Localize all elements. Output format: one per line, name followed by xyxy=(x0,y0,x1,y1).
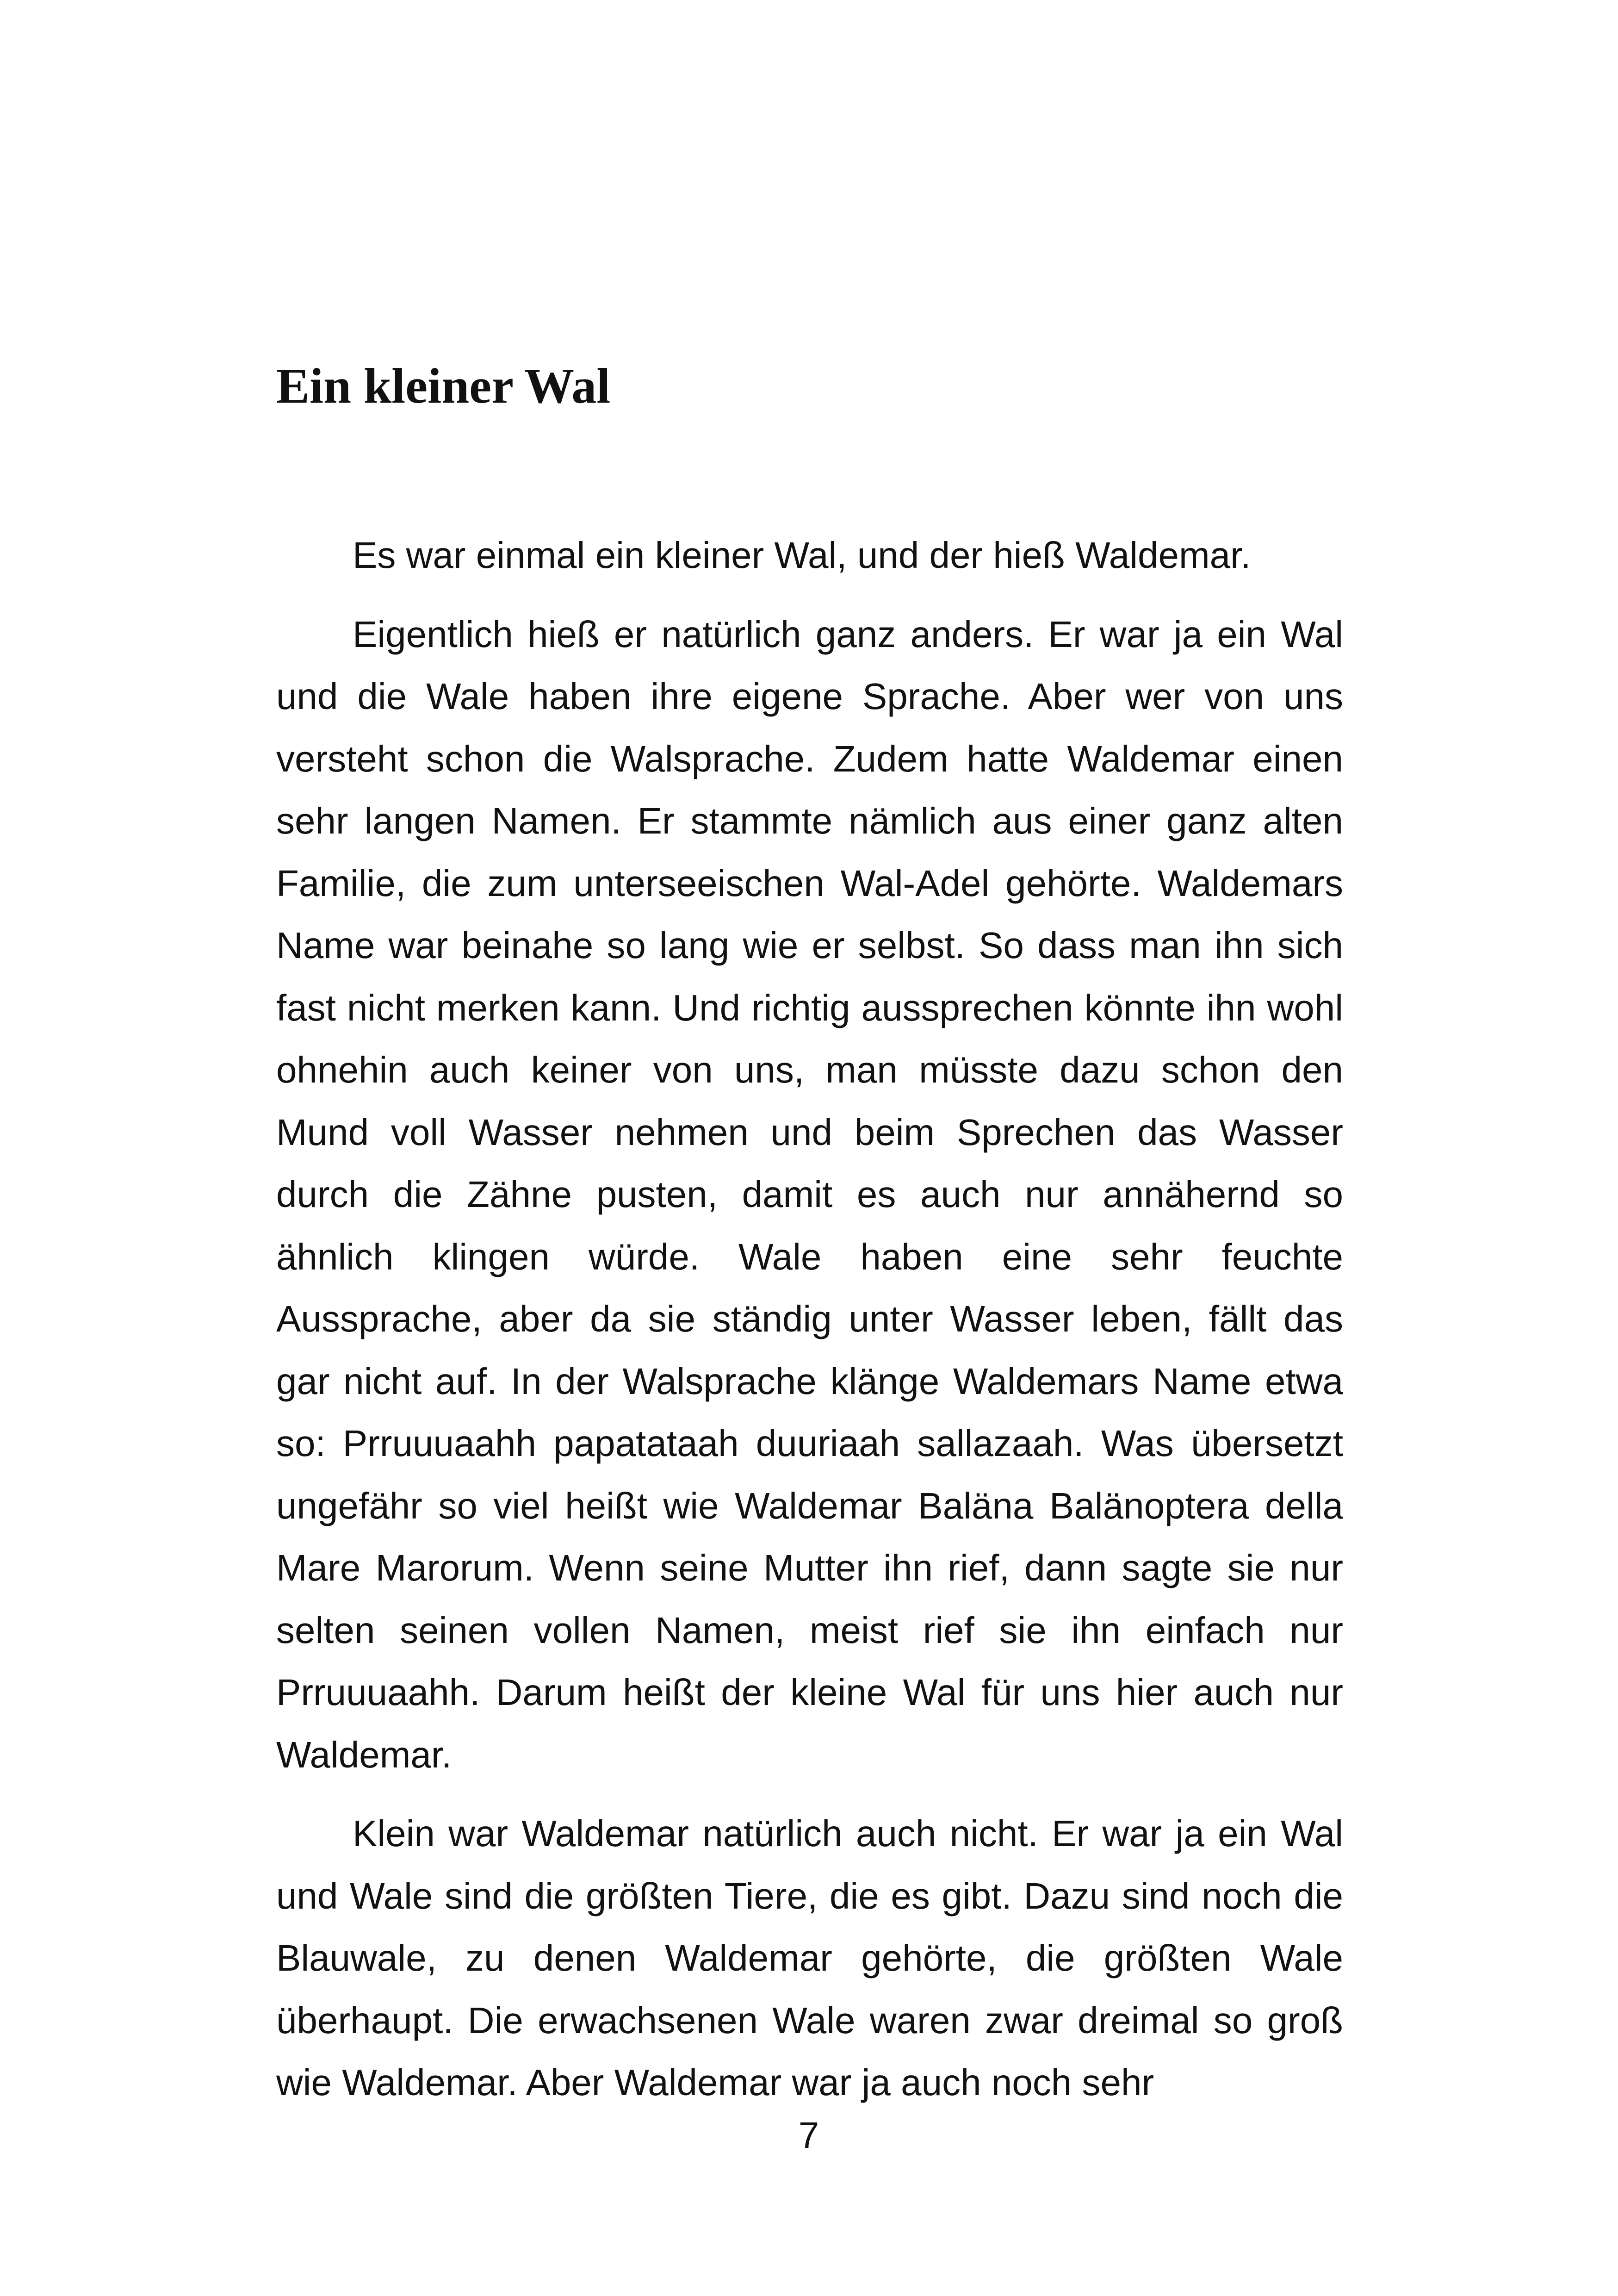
chapter-body xyxy=(276,524,1343,2114)
paragraph-name-explanation: Eigentlich hieß er natürlich ganz anders. Er war ja ein Wal und die Wale haben ihre eigene Sprache. Aber wer von uns versteht schon die Walsprache. Zudem hatte Waldemar einen sehr langen Namen. Er stammte nämlich aus einer ganz alten Familie, die zum unterseeischen Wal-Adel gehörte. Waldemars Name war beinahe so lang wie er selbst. So dass man ihn sich fast nicht merken kann. Und richtig aussprechen könnte ihn wohl ohnehin auch keiner von uns, man müsste dazu schon den Mund voll Wasser nehmen und beim Sprechen das Wasser durch die Zähne pusten, damit es auch nur annähernd so ähnlich klingen würde. Wale haben eine sehr feuchte Aussprache, aber da sie ständig unter Wasser leben, fällt das gar nicht auf. In der Walsprache klänge Waldemars Name etwa so: Prruuuaahh papatataah duuriaah sallazaah. Was übersetzt ungefähr so viel heißt wie Waldemar Baläna Balänoptera della Mare Marorum. Wenn seine Mutter ihn rief, dann sagte sie nur selten seinen vollen Namen, meist rief sie ihn einfach nur Prruuuaahh. Darum heißt der kleine Wal für uns hier auch nur Waldemar. xyxy=(276,613,1343,1775)
page-number: 7 xyxy=(798,2115,819,2156)
chapter-title: Ein kleiner Wal xyxy=(276,359,611,414)
paragraph-intro: Es war einmal ein kleiner Wal, und der hieß Waldemar. xyxy=(353,535,1251,576)
paragraph-size: Klein war Waldemar natürlich auch nicht. Er war ja ein Wal und Wale sind die größten Tiere, die es gibt. Dazu sind noch die Blauwale, zu denen Waldemar gehörte, die größten Wale überhaupt. Die erwachsenen Wale waren zwar dreimal so groß wie Waldemar. Aber Waldemar war ja auch noch sehr xyxy=(276,1813,1343,2103)
